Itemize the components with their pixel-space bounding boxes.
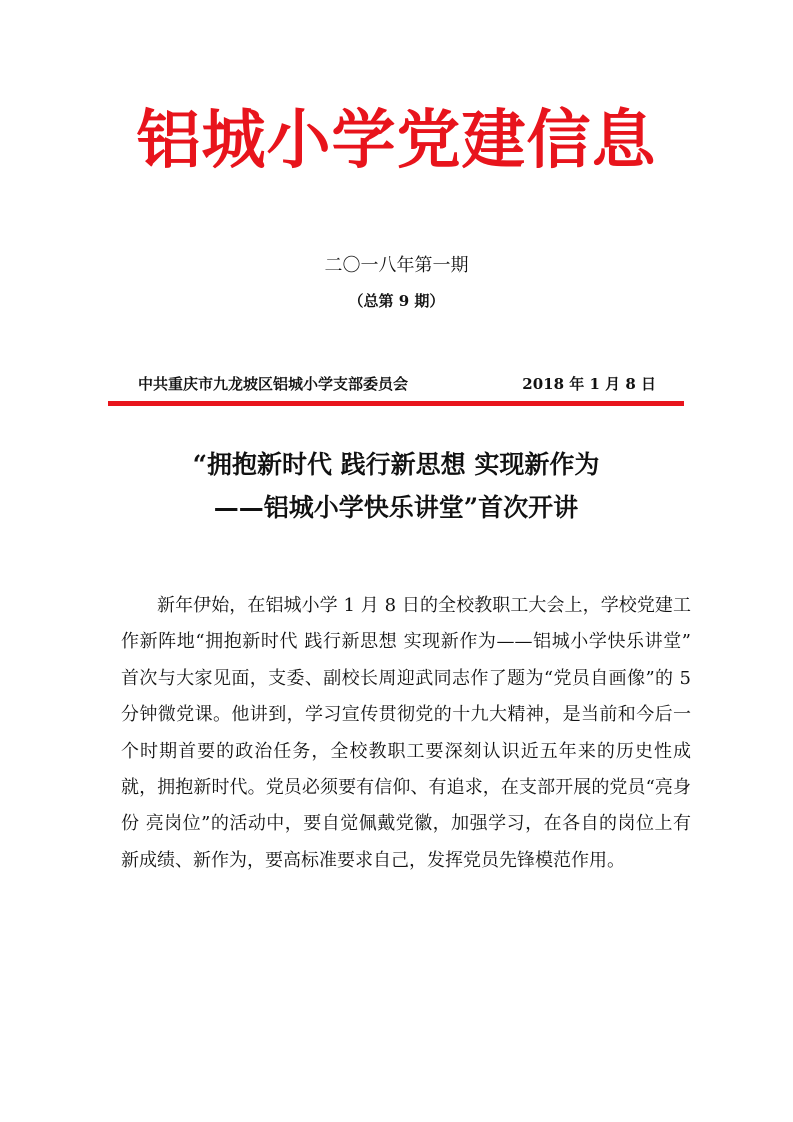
article-title-line-2: ——铝城小学快乐讲堂”首次开讲 — [213, 493, 579, 522]
issuing-organization: 中共重庆市九龙坡区铝城小学支部委员会 — [138, 375, 409, 393]
issue-total-number: （总第 9 期） — [348, 292, 445, 310]
masthead-title: 铝城小学党建信息 — [136, 103, 657, 178]
issuer-row — [108, 372, 684, 396]
issue-number: 二〇一八年第一期 — [324, 255, 469, 276]
red-divider-rule — [108, 401, 684, 406]
article-title-line-1: “拥抱新时代 践行新思想 实现新作为 — [192, 450, 600, 479]
issue-date: 2018 年 1 月 8 日 — [522, 375, 656, 393]
article-body: 新年伊始，在铝城小学 1 月 8 日的全校教职工大会上，学校党建工作新阵地“拥抱新时代 践行新思想 实现新作为——铝城小学快乐讲堂” 首次与大家见面，支委、副校长周迎武同志作了题为“党员自画像”的 5 分钟微党课。他讲到，学习宣传贯彻党的十九大精神，是当前和今后一个时期首要的政治任务，全校教职工要深刻认识近五年来的历史性成就，拥抱新时代。党员必须要有信仰、有追求，在支部开展的党员“亮身份 亮岗位”的活动中，要自觉佩戴党徽，加强学习，在各自的岗位上有新成绩、新作为，要高标准要求自己，发挥党员先锋模范作用。 — [121, 595, 691, 871]
